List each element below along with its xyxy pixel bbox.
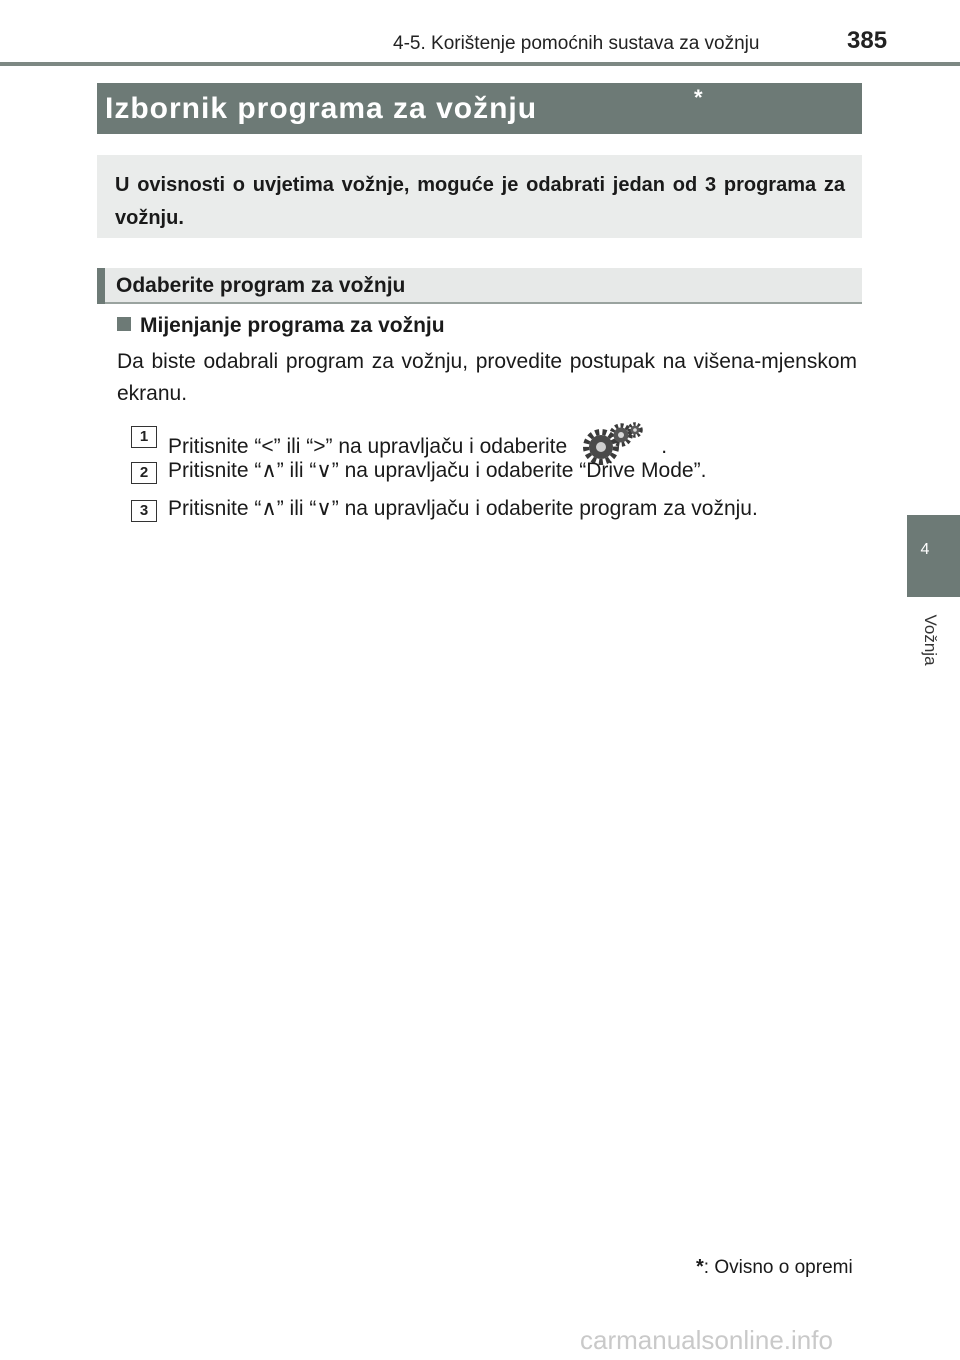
small-gear (629, 424, 641, 436)
header-rule (0, 62, 960, 66)
page-title-bar (97, 83, 862, 134)
subheading (117, 314, 445, 338)
step-number: 1 (131, 426, 157, 448)
equipment-marker: * (694, 85, 703, 110)
step-text-before: Pritisnite “<” ili “>” na upravljaču i odaberite (168, 435, 568, 458)
footnote-marker: * (696, 1256, 704, 1278)
section-title: Odaberite program za vožnju (116, 274, 406, 297)
watermark: carmanualsonline.info (580, 1325, 833, 1355)
running-head: 4-5. Korištenje pomoćnih sustava za vožnju (393, 33, 760, 54)
intro-text: U ovisnosti o uvjetima vožnje, moguće je odabrati jedan od 3 programa za vožnju. (115, 174, 845, 229)
step-text-after: . (661, 435, 668, 458)
chapter-label: Vožnja (921, 614, 940, 666)
page-title: Izbornik programa za vožnju (105, 92, 538, 125)
step-text: Pritisnite “∧” ili “∨” na upravljaču i odaberite “Drive Mode”. (168, 459, 707, 482)
page-number: 385 (847, 27, 888, 54)
subheading-text: Mijenjanje programa za vožnju (140, 314, 445, 337)
chapter-number: 4 (920, 541, 930, 558)
footnote (696, 1256, 853, 1279)
step-text: Pritisnite “∧” ili “∨” na upravljaču i odaberite program za vožnju. (168, 497, 758, 520)
chapter-tab (907, 515, 960, 597)
section-accent (97, 268, 105, 304)
square-bullet-icon (117, 317, 131, 331)
step-number: 3 (131, 500, 157, 522)
intro-box (97, 155, 862, 238)
section-bar (97, 268, 862, 304)
body-paragraph: Da biste odabrali program za vožnju, provedite postupak na višena-mjenskom ekranu. (117, 350, 857, 405)
step-number: 2 (131, 462, 157, 484)
footnote-text: : Ovisno o opremi (703, 1257, 853, 1278)
